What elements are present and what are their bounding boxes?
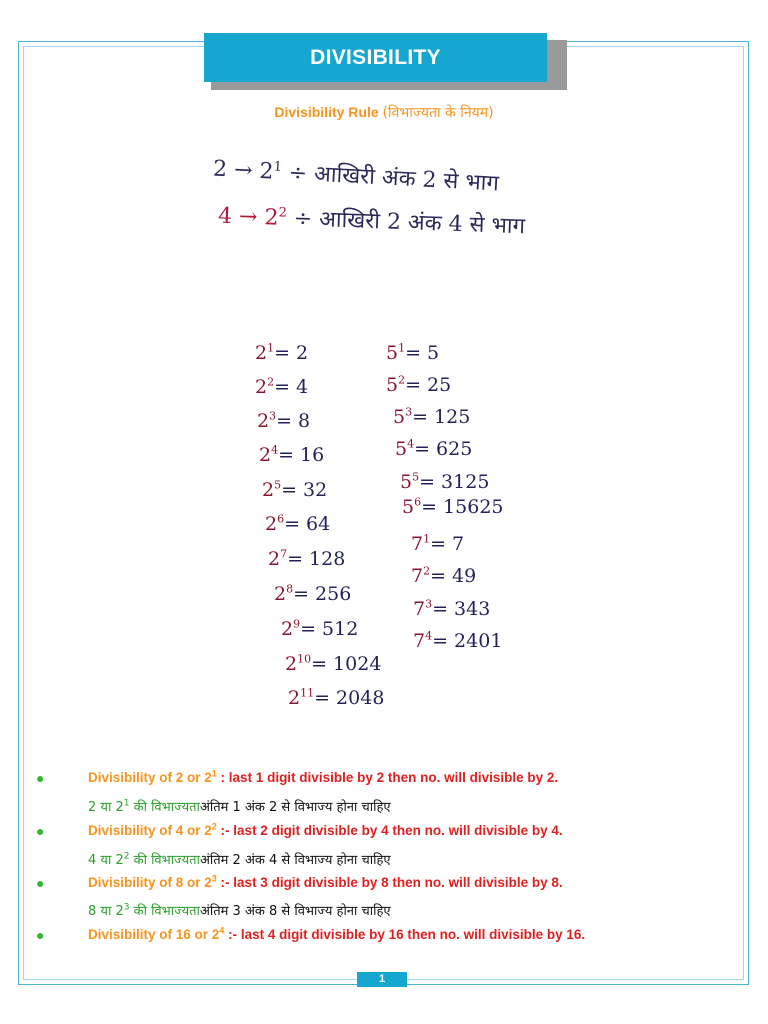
bullet-sep: :-: [216, 875, 234, 890]
power-base: 5: [393, 406, 406, 428]
bullet-rule: last 4 digit divisible by 16 then no. will divisible by 16.: [240, 927, 586, 942]
power-base: 2: [274, 583, 287, 605]
hindi-rule: [88, 901, 391, 919]
power-base: 7: [411, 565, 424, 587]
power-exponent: 1: [398, 341, 406, 355]
power-base: 2: [257, 410, 270, 432]
power-value: = 2048: [314, 687, 385, 709]
bullet-sep: :: [216, 770, 229, 785]
bullet-lead: Divisibility of 2 or 2: [88, 770, 212, 785]
bullet-rule: last 2 digit divisible by 4 then no. will divisible by 4.: [233, 823, 563, 838]
hindi-exp: 2: [123, 851, 130, 862]
power-row: [285, 653, 381, 675]
hindi-lead: 4 या 2: [88, 853, 124, 868]
power-base: 7: [411, 533, 424, 555]
bullet-sep: :-: [224, 927, 241, 942]
subtitle: [0, 103, 768, 122]
bullet-rule: last 3 digit divisible by 8 then no. will divisible by 8.: [233, 875, 563, 890]
power-row: [262, 479, 327, 501]
power-row: [281, 618, 358, 640]
power-exponent: 8: [286, 582, 294, 596]
bullet-dot: ●: [36, 823, 45, 839]
power-row: [395, 438, 472, 460]
power-value: = 128: [287, 548, 346, 570]
hindi-green: की विभाज्यता: [129, 853, 200, 868]
power-value: = 625: [414, 438, 473, 460]
power-exponent: 2: [398, 373, 406, 387]
bullet-rule: last 1 digit divisible by 2 then no. will divisible by 2.: [228, 770, 559, 785]
power-exponent: 6: [277, 512, 285, 526]
power-exponent: 1: [267, 341, 275, 355]
power-row: [257, 410, 310, 432]
power-base: 5: [395, 438, 408, 460]
hindi-exp: 1: [123, 798, 130, 809]
hindi-rest: अंतिम 3 अंक 8 से विभाज्य होना चाहिए: [199, 904, 391, 919]
power-row: [386, 342, 439, 364]
power-row: [400, 471, 489, 493]
power-exponent: 3: [425, 597, 433, 611]
rule-lhs: 4 → 2: [217, 203, 279, 231]
bullet-exp: 3: [211, 873, 217, 884]
bullet-dot: ●: [36, 875, 45, 891]
power-base: 2: [268, 548, 281, 570]
power-row: [259, 444, 324, 466]
power-base: 5: [402, 496, 415, 518]
power-base: 2: [281, 618, 294, 640]
bullet-exp: 2: [211, 821, 217, 832]
bullet-exp: 1: [211, 768, 217, 779]
power-row: [265, 513, 330, 535]
power-row: [288, 687, 384, 709]
power-base: 2: [285, 653, 298, 675]
power-value: = 2: [274, 342, 309, 364]
power-exponent: 6: [414, 495, 422, 509]
power-exponent: 5: [412, 470, 420, 484]
power-value: = 16: [278, 444, 325, 466]
power-base: 5: [400, 471, 413, 493]
power-exponent: 4: [425, 629, 433, 643]
power-base: 7: [413, 598, 426, 620]
hindi-exp: 3: [123, 902, 130, 913]
power-exponent: 3: [405, 405, 413, 419]
power-base: 2: [288, 687, 301, 709]
bullet-dot: ●: [36, 770, 45, 786]
rule-exp: 2: [278, 205, 288, 221]
power-value: = 64: [284, 513, 331, 535]
power-exponent: 1: [423, 532, 431, 546]
power-exponent: 2: [267, 375, 275, 389]
subtitle-hindi: (विभाज्यता के नियम): [382, 105, 494, 121]
power-value: = 25: [405, 374, 452, 396]
power-value: = 15625: [421, 496, 504, 518]
power-row: [386, 374, 451, 396]
hindi-lead: 2 या 2: [88, 800, 124, 815]
power-row: [411, 565, 476, 587]
power-exponent: 5: [274, 478, 282, 492]
power-base: 2: [265, 513, 278, 535]
hindi-rest: अंतिम 1 अंक 2 से विभाज्य होना चाहिए: [199, 800, 391, 815]
power-exponent: 4: [271, 443, 279, 457]
power-value: = 7: [430, 533, 465, 555]
hindi-rest: अंतिम 2 अंक 4 से विभाज्य होना चाहिए: [199, 853, 391, 868]
power-exponent: 2: [423, 564, 431, 578]
power-base: 2: [259, 444, 272, 466]
page-title: DIVISIBILITY: [204, 33, 547, 82]
power-base: 2: [255, 342, 268, 364]
power-row: [413, 630, 502, 652]
bullet-lead: Divisibility of 4 or 2: [88, 823, 212, 838]
hindi-green: की विभाज्यता: [129, 904, 200, 919]
power-value: = 125: [412, 406, 471, 428]
power-value: = 2401: [432, 630, 503, 652]
power-value: = 256: [293, 583, 352, 605]
power-exponent: 10: [297, 652, 312, 666]
power-row: [393, 406, 470, 428]
power-value: = 3125: [419, 471, 490, 493]
power-base: 2: [262, 479, 275, 501]
rule-lhs: 2 → 2: [212, 156, 275, 185]
power-row: [255, 342, 308, 364]
page-number: 1: [357, 972, 407, 987]
power-value: = 49: [430, 565, 477, 587]
rule-rhs: ÷ आखिरी अंक 2 से भाग: [288, 160, 500, 197]
power-exponent: 4: [407, 437, 415, 451]
bullet-lead: Divisibility of 8 or 2: [88, 875, 212, 890]
rule-rhs: ÷ आखिरी 2 अंक 4 से भाग: [293, 206, 526, 240]
power-row: [268, 548, 345, 570]
power-base: 2: [255, 376, 268, 398]
power-exponent: 7: [280, 547, 288, 561]
hindi-lead: 8 या 2: [88, 904, 124, 919]
power-row: [413, 598, 490, 620]
power-exponent: 11: [300, 686, 315, 700]
hindi-rule: [88, 850, 391, 868]
power-value: = 8: [276, 410, 311, 432]
power-row: [274, 583, 351, 605]
rule-exp: 1: [273, 159, 283, 175]
bullet-dot: ●: [36, 927, 45, 943]
power-exponent: 3: [269, 409, 277, 423]
bullet-exp: 4: [219, 925, 225, 936]
hindi-rule: [88, 797, 391, 815]
power-base: 5: [386, 374, 399, 396]
power-row: [411, 533, 464, 555]
bullet-sep: :-: [216, 823, 234, 838]
power-value: = 1024: [311, 653, 382, 675]
hindi-green: की विभाज्यता: [129, 800, 200, 815]
power-exponent: 9: [293, 617, 301, 631]
power-value: = 32: [281, 479, 328, 501]
power-base: 7: [413, 630, 426, 652]
subtitle-english: Divisibility Rule: [274, 104, 379, 120]
power-row: [402, 496, 504, 518]
power-value: = 5: [405, 342, 440, 364]
bullet-lead: Divisibility of 16 or 2: [88, 927, 220, 942]
power-value: = 4: [274, 376, 309, 398]
power-row: [255, 376, 308, 398]
power-value: = 512: [300, 618, 359, 640]
power-base: 5: [386, 342, 399, 364]
power-value: = 343: [432, 598, 491, 620]
